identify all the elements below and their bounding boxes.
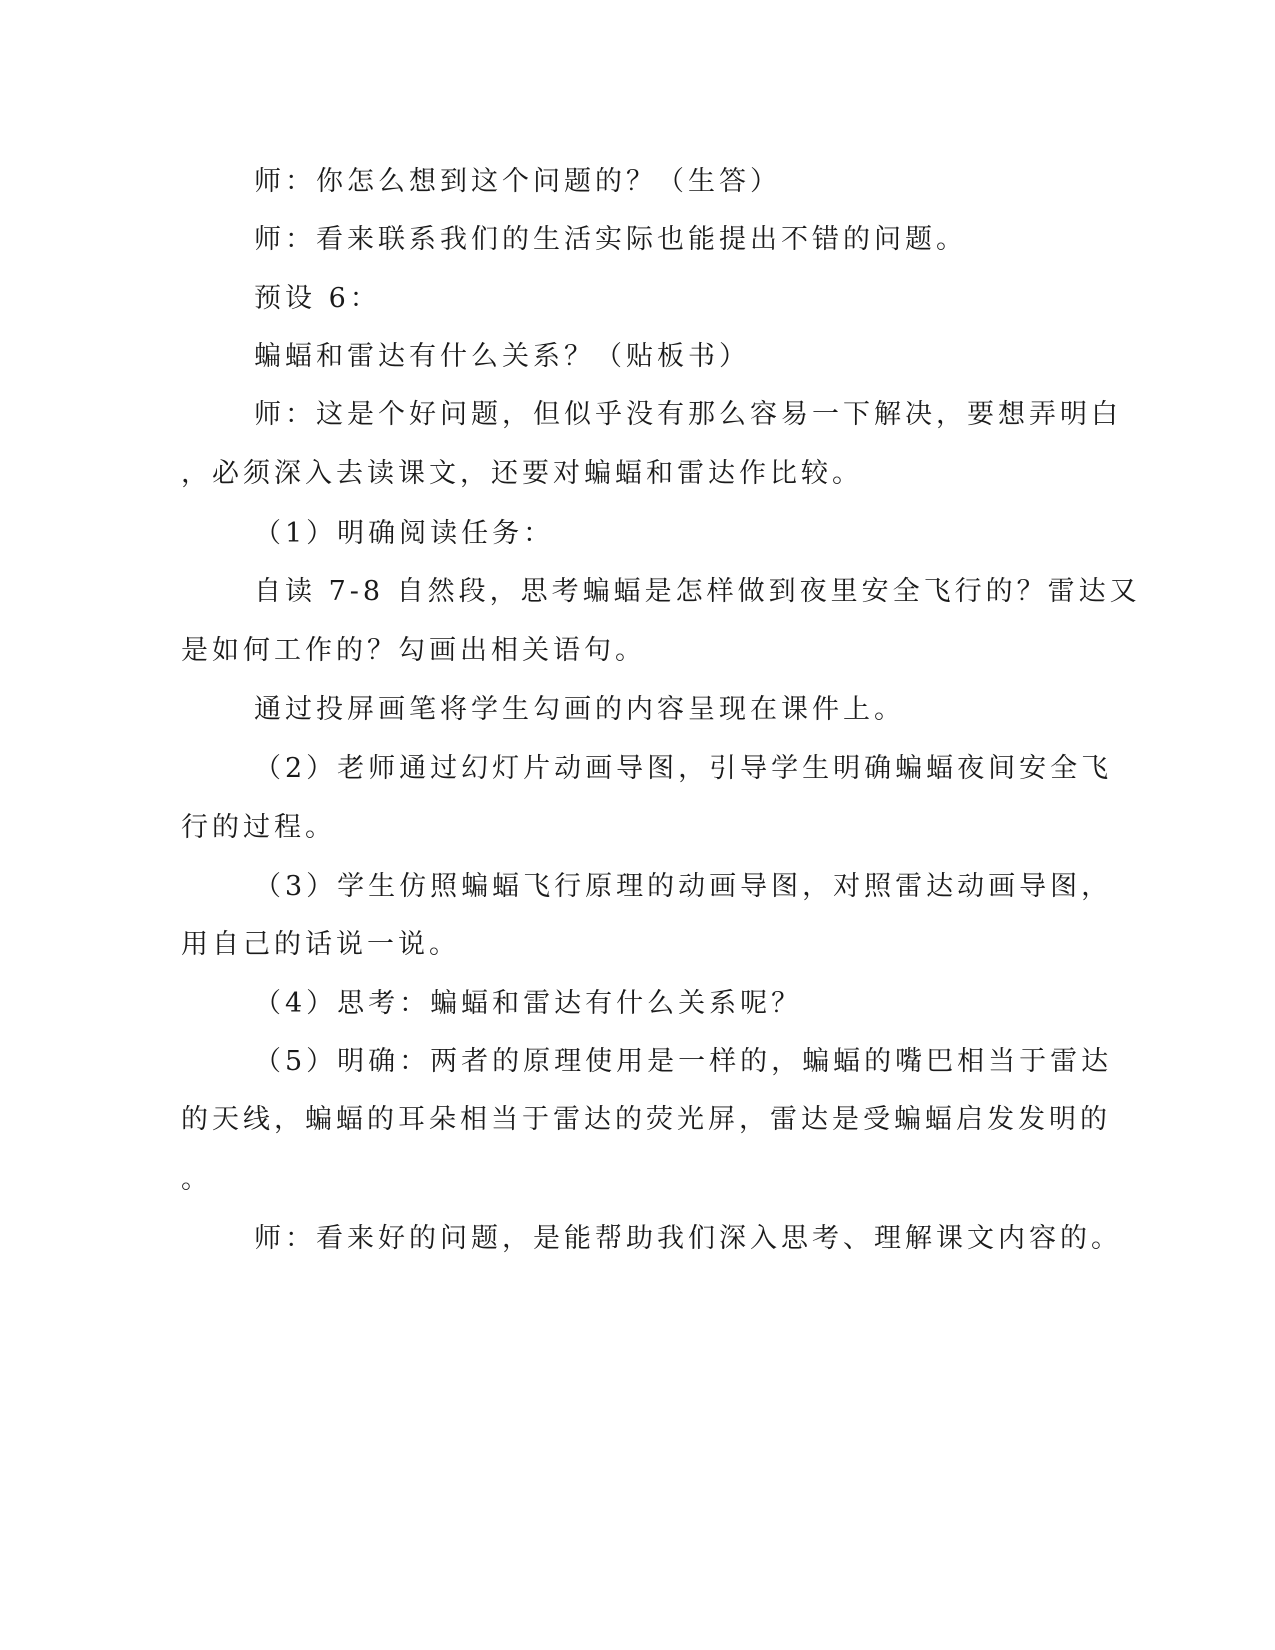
paragraph-line: （2）老师通过幻灯片动画导图，引导学生明确蝙蝠夜间安全飞: [254, 753, 1113, 784]
paragraph-line: 蝙蝠和雷达有什么关系？（贴板书）: [254, 341, 750, 372]
paragraph-line: 师：这是个好问题，但似乎没有那么容易一下解决，要想弄明白: [254, 399, 1122, 430]
paragraph-line: 通过投屏画笔将学生勾画的内容呈现在课件上。: [254, 694, 905, 725]
paragraph-line: 的天线，蝙蝠的耳朵相当于雷达的荧光屏，雷达是受蝙蝠启发发明的: [181, 1104, 1111, 1135]
paragraph-line: （1）明确阅读任务：: [254, 518, 555, 549]
paragraph-line: 是如何工作的？勾画出相关语句。: [181, 635, 646, 666]
paragraph-line: 师：看来联系我们的生活实际也能提出不错的问题。: [254, 224, 967, 255]
paragraph-line: 行的过程。: [181, 812, 336, 843]
paragraph-line: 师：看来好的问题，是能帮助我们深入思考、理解课文内容的。: [254, 1223, 1122, 1254]
paragraph-line: 预设 6：: [254, 283, 381, 314]
paragraph-line: 自读 7-8 自然段，思考蝙蝠是怎样做到夜里安全飞行的？雷达又: [254, 576, 1141, 607]
paragraph-line: 用自己的话说一说。: [181, 929, 460, 960]
paragraph-line: （3）学生仿照蝙蝠飞行原理的动画导图，对照雷达动画导图，: [254, 871, 1113, 902]
paragraph-line: （4）思考：蝙蝠和雷达有什么关系呢？: [254, 988, 803, 1019]
paragraph-line: 师：你怎么想到这个问题的？（生答）: [254, 166, 781, 197]
paragraph-line: ，必须深入去读课文，还要对蝙蝠和雷达作比较。: [181, 458, 863, 489]
paragraph-line: 。: [181, 1164, 212, 1195]
paragraph-line: （5）明确：两者的原理使用是一样的，蝙蝠的嘴巴相当于雷达: [254, 1046, 1113, 1077]
